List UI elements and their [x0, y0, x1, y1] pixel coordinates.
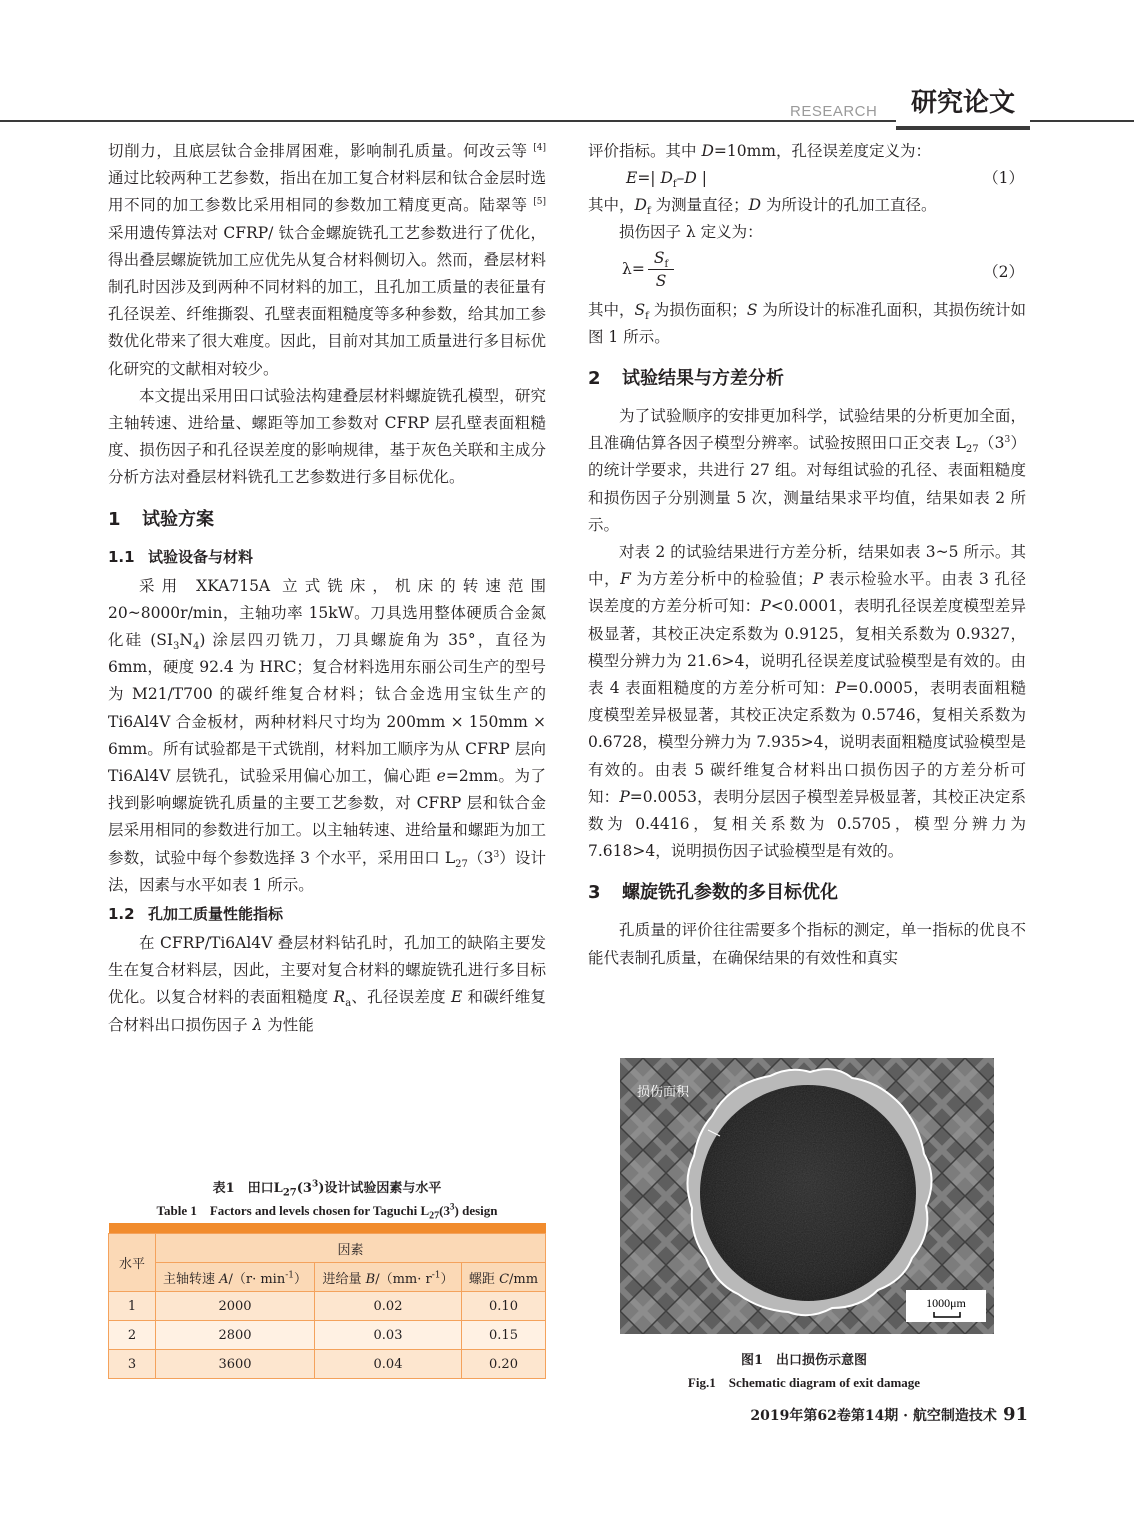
- table-row: [109, 1350, 546, 1379]
- citation-5: [5]: [533, 197, 546, 208]
- table-cell-b: 0.02: [315, 1292, 462, 1321]
- table-cell-c: 0.20: [462, 1350, 546, 1379]
- page-number: 91: [1002, 1404, 1028, 1425]
- table1-header-row-2: [109, 1263, 546, 1292]
- subsection-heading-1-1: 1.1 试验设备与材料: [108, 547, 254, 566]
- left-column: [108, 138, 546, 1039]
- subsection-heading-1-2: 1.2 孔加工质量性能指标: [108, 905, 284, 924]
- table1-header-factors: 因素: [156, 1234, 546, 1263]
- paragraph-optimization: 孔质量的评价往往需要多个指标的测定，单一指标的优良不能代表制孔质量，在确保结果的有效性和真实: [588, 921, 1026, 967]
- damage-area-label: 损伤面积: [637, 1085, 690, 1100]
- equation-2-fraction: [648, 247, 674, 292]
- table1-col-a-header: 主轴转速 $A/(r\cdot \min^{-1})$: [156, 1263, 315, 1292]
- table1-factors-levels: [108, 1223, 546, 1379]
- equation-2: [588, 247, 1026, 297]
- section-heading-3: 3 螺旋铣孔参数的多目标优化: [588, 882, 838, 904]
- table-row: [109, 1321, 546, 1350]
- table1-caption: [108, 1178, 546, 1222]
- paragraph-proposal: 本文提出采用田口试验法构建叠层材料螺旋铣孔模型，研究主轴转速、进给量、螺距等加工参数对 CFRP 层孔壁表面粗糙度、损伤因子和孔径误差度的影响规律，基于灰色关联和主成分分析方法对叠层材料铣孔工艺参数进行多目标优化。: [108, 386, 546, 487]
- table-row: [109, 1292, 546, 1321]
- table-cell-level: 2: [109, 1321, 156, 1350]
- paragraph-eval-metric: 评价指标。其中 D=10mm，孔径误差度定义为：: [588, 142, 931, 160]
- paragraph-quality-metrics: 在 CFRP/Ti6Al4V 叠层材料钻孔时，孔加工的缺陷主要发生在复合材料层，因此，主要对复合材料的螺旋铣孔进行多目标优化。以复合材料的表面粗糙度 $R_a$、孔径误差度 E 和碳纤维复合材料出口损伤因子 λ 为性能: [108, 934, 546, 1034]
- page-footer: [718, 1404, 1028, 1425]
- table-cell-c: 0.10: [462, 1292, 546, 1321]
- paragraph-where-1: 其中，$D_f$ 为测量直径；D 为所设计的孔加工直径。: [588, 196, 937, 218]
- section-heading-1: 1 试验方案: [108, 508, 214, 530]
- section-heading-2: 2 试验结果与方差分析: [588, 368, 784, 390]
- table-cell-b: 0.04: [315, 1350, 462, 1379]
- table-cell-c: 0.15: [462, 1321, 546, 1350]
- table1-header-level: 水平: [109, 1234, 156, 1292]
- paragraph-equipment: 采用 XKA715A 立式铣床，机床的转速范围 20~8000r/min，主轴功率 15kW。刀具选用整体硬质合金氮化硅 $(SI_3N_4)$ 涂层四刃铣刀，刀具螺旋角为 35°，直径为 6mm，硬度 92.4 为 HRC；复合材料选用东丽公司生产的型号为 M21/T700 的碳纤维复合材料；钛合金选用宝钛生产的 Ti6Al4V 合金板材，两种材料尺寸均为 200mm × 150mm × 6mm。所有试验都是干式铣削，材料加工顺序为从 CFRP 层向 Ti6Al4V 层铣孔，试验采用偏心加工，偏心距 e=2mm。为了找到影响螺旋铣孔质量的主要工艺参数，对 CFRP 层和钛合金层采用相同的参数进行加工。以主轴转速、进给量和螺距为加工参数，试验中每个参数选择 3 个水平，采用田口 $L_{27}(3^3)$设计法，因素与水平如表 1 所示。: [108, 576, 546, 894]
- equation-1-body: E=| $D_f-D$ |: [626, 169, 707, 191]
- table-cell-level: 1: [109, 1292, 156, 1321]
- table-cell-level: 3: [109, 1350, 156, 1379]
- table-cell-a: 2000: [156, 1292, 315, 1321]
- paragraph-results: 为了试验顺序的安排更加科学，试验结果的分析更加全面，且准确估算各因子模型分辨率。试验按照田口正交表 $L_{27}(3^3)$的统计学要求，共进行 27 组。对每组试验的孔径、表面粗糙度和损伤因子分别测量 5 次，测量结果求平均值，结果如表 2 所示。: [588, 407, 1026, 534]
- table1-top-bar: [109, 1223, 546, 1234]
- paragraph-where-2: 其中，$S_f$ 为损伤面积；S 为所设计的标准孔面积，其损伤统计如图 1 所示。: [588, 300, 1026, 346]
- table-cell-a: 3600: [156, 1350, 315, 1379]
- right-column: [588, 138, 1026, 972]
- figure1-micrograph: [620, 1058, 994, 1334]
- journal-info: 2019年第62卷第14期 · 航空制造技术: [750, 1408, 997, 1424]
- equation-2-denominator: S: [655, 271, 667, 290]
- figure1-svg: [620, 1058, 994, 1334]
- equation-2-number: （2）: [983, 262, 1024, 281]
- table1-col-b-header: 进给量 $B/(mm\cdot r^{-1})$: [315, 1263, 462, 1292]
- equation-2-lhs: λ=: [622, 259, 645, 278]
- figure1-caption-cn: 图1 出口损伤示意图: [740, 1353, 868, 1368]
- table1-col-c-header: 螺距 C/mm: [462, 1263, 546, 1292]
- equation-2-numerator: $S_f$: [653, 248, 669, 270]
- paragraph-lambda-definition: 损伤因子 λ 定义为：: [619, 223, 763, 242]
- equation-1: [588, 165, 1026, 192]
- paragraph-intro-continued: 切削力，且底层钛合金排屑困难，影响制孔质量。何改云等 [4] 通过比较两种工艺参数，指出在加工复合材料层和钛合金层时选用不同的加工参数比采用相同的参数加工精度更高。陆翠等 [5] 采用遗传算法对 CFRP/ 钛合金螺旋铣孔工艺参数进行了优化，得出叠层螺旋铣加工应优先从复合材料侧切入。然而，叠层材料制孔时因涉及到两种不同材料的加工，且孔加工质量的表征量有孔径误差、纤维撕裂、孔壁表面粗糙度等多种参数，给其加工参数优化带来了很大难度。因此，目前对其加工质量进行多目标优化研究的文献相对较少。: [108, 142, 546, 378]
- table1-caption-en: Table 1 Factors and levels chosen for Taguchi $L_{27}(3^3)$ design: [156, 1201, 498, 1222]
- equation-1-number: （1）: [983, 169, 1024, 188]
- figure1-caption-en: Fig.1 Schematic diagram of exit damage: [687, 1375, 921, 1390]
- table-cell-a: 2800: [156, 1321, 315, 1350]
- header-section-title: 研究论文: [896, 84, 1030, 130]
- scale-bar-label: 1000μm: [926, 1296, 966, 1310]
- table1-caption-cn: 表1 田口$L_{27}(3^3)$设计试验因素与水平: [212, 1179, 442, 1199]
- table-cell-b: 0.03: [315, 1321, 462, 1350]
- hole-surface-texture: [700, 1085, 916, 1301]
- citation-4: [4]: [533, 142, 546, 153]
- paragraph-anova: 对表 2 的试验结果进行方差分析，结果如表 3~5 所示。其中，F 为方差分析中的检验值；P 表示检验水平。由表 3 孔径误差度的方差分析可知：P<0.0001，表明孔径误差度模型差异极显著，其校正决定系数为 0.9125，复相关系数为 0.9327，模型分辨力为 21.6>4，说明孔径误差度试验模型是有效的。由表 4 表面粗糙度的方差分析可知：P=0.0005，表明表面粗糙度模型差异极显著，其校正决定系数为 0.5746，复相关系数为 0.6728，模型分辨力为 7.935>4，说明表面粗糙度试验模型是有效的。由表 5 碳纤维复合材料出口损伤因子的方差分析可知：P=0.0053，表明分层因子模型差异极显著，其校正决定系数为 0.4416，复相关系数为 0.5705，模型分辨力为 7.618>4，说明损伤因子试验模型是有效的。: [588, 543, 1026, 861]
- header-research-label: RESEARCH: [790, 103, 878, 120]
- table1-header-row-1: [109, 1234, 546, 1263]
- figure1-caption: [600, 1350, 1008, 1394]
